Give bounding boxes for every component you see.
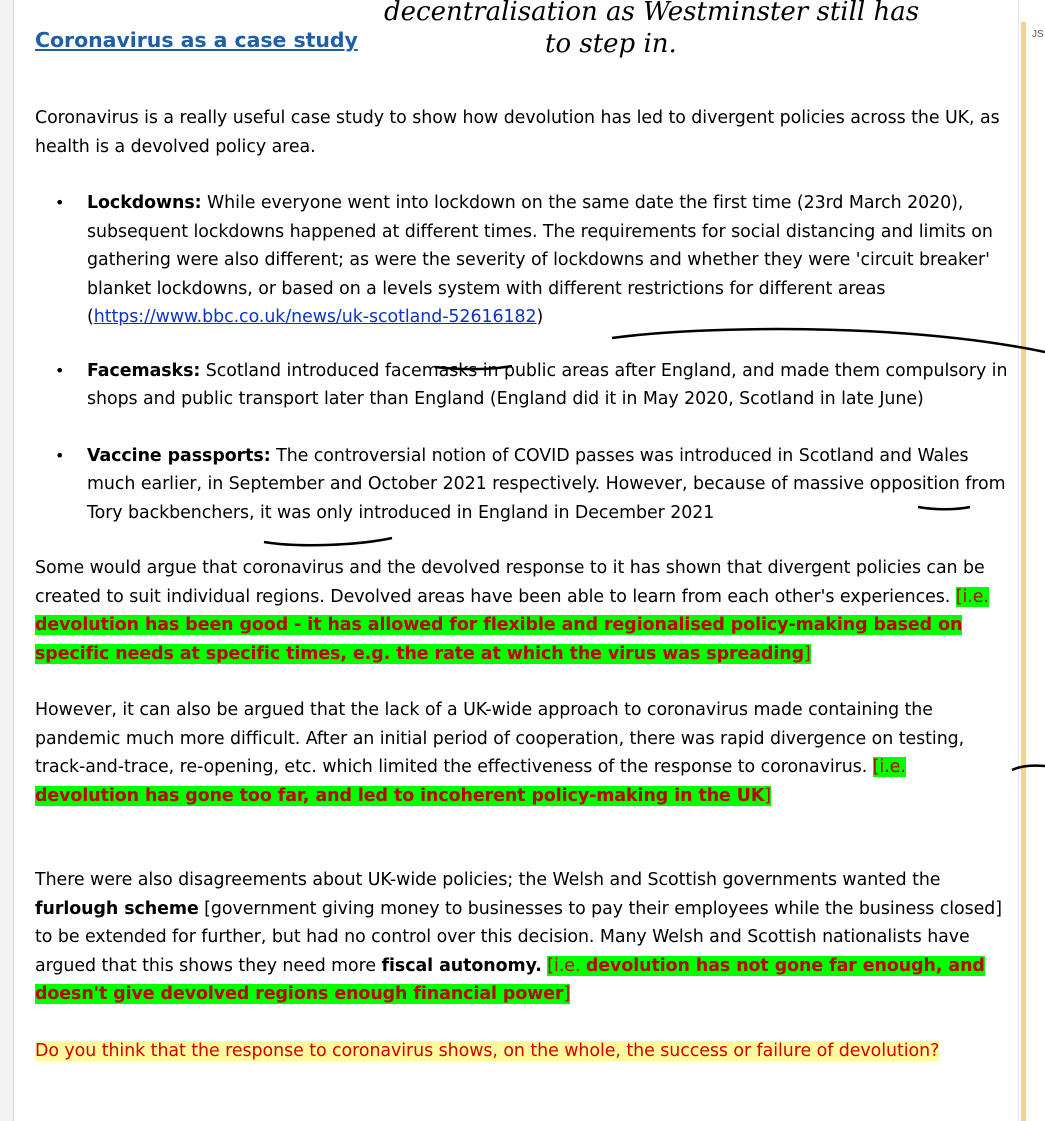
highlight-bold: devolution has gone too far, and led to incoherent policy-making in the UK — [35, 785, 765, 806]
highlight-bold: devolution has been good - it has allowed for flexible and regionalised policy-making based on specific needs at specific times, e.g. the rate at which the virus was spreading — [35, 615, 963, 664]
paragraph-text: [government giving money to businesses to pay their employees while the business closed] to be extended for further, but had no control over this decision. Many Welsh and Scottish nationalists have argued that this shows they need more — [35, 898, 1003, 976]
bullet-text: The controversial notion of COVID passes was introduced in Scotland and Wales much earlier, in September and October 2021 respectively. However, because of massive opposition from Tory backbenchers, it was only introduced in England in December 2021 — [87, 445, 1006, 523]
highlight-bold: devolution has not gone far enough, and doesn't give devolved regions enough financial power — [35, 955, 985, 1004]
highlight-open: [i.e. — [872, 757, 906, 777]
paragraph-text: Some would argue that coronavirus and the devolved response to it has shown that divergent policies can be created to suit individual regions. Devolved areas have been able to learn from each other's experiences. — [35, 558, 985, 607]
ink-underline-masks-in — [435, 366, 512, 369]
bullet-text-after: ) — [536, 307, 544, 327]
handwriting-line1: decentralisation as Westminster still has — [384, 0, 920, 27]
author-initials: JS — [1032, 29, 1044, 40]
bullet-heading: Vaccine passports: — [87, 445, 271, 466]
bbc-source-link[interactable]: https://www.bbc.co.uk/news/uk-scotland-52616182 — [93, 307, 537, 327]
bullet-icon: • — [55, 193, 65, 212]
furlough-term: furlough scheme — [35, 898, 199, 919]
bullet-text: Scotland introduced facemasks in public areas after England, and made them compulsory in shops and public transport later than England (England did it in May 2020, Scotland in late June) — [87, 360, 1008, 409]
bullet-icon: • — [55, 445, 65, 465]
bullet-heading: Facemasks: — [87, 360, 201, 381]
ink-stroke-margin — [1012, 766, 1045, 770]
ink-underline-backbenchers — [264, 538, 392, 545]
bullet-text: While everyone went into lockdown on the same date the first time (23rd March 2020), subsequent lockdowns happened at different times. The requirements for social distancing and limits on gathering were also different; as were the severity of lockdowns and whether they were 'circuit breaker' blanket lockdowns, or based on a levels system with different restrictions for different areas ( — [87, 193, 993, 327]
handwriting-line2: to step in. — [545, 29, 677, 59]
highlight-close: ] — [563, 984, 571, 1004]
intro-paragraph: Coronavirus is a really useful case study to show how devolution has led to divergent policies across the UK, as health is a devolved policy area. — [35, 108, 1000, 157]
fiscal-autonomy-term: fiscal autonomy. — [381, 955, 542, 976]
ink-underline-massive — [918, 507, 970, 509]
yellow-highlight: Do you think that the response to coronavirus shows, on the whole, the success or failure of devolution? — [35, 1040, 940, 1061]
paragraph-text: There were also disagreements about UK-wide policies; the Welsh and Scottish governments wanted the — [35, 870, 941, 890]
paragraph-text: However, it can also be argued that the lack of a UK-wide approach to coronavirus made containing the pandemic much more difficult. After an initial period of cooperation, there was rapid divergence on testing, track-and-trace, re-opening, etc. which limited the effectiveness of the response to coronavirus. — [35, 700, 965, 777]
ink-stroke-arrow — [612, 329, 1045, 352]
highlight-close: ] — [764, 785, 772, 806]
bullet-heading: Lockdowns: — [87, 193, 202, 213]
bullet-icon: • — [55, 360, 65, 380]
page-title: Coronavirus as a case study — [35, 28, 358, 52]
highlight-open: [i.e. — [955, 586, 989, 607]
highlight-open: [i.e. — [547, 955, 586, 976]
highlight-close: ] — [803, 643, 811, 664]
